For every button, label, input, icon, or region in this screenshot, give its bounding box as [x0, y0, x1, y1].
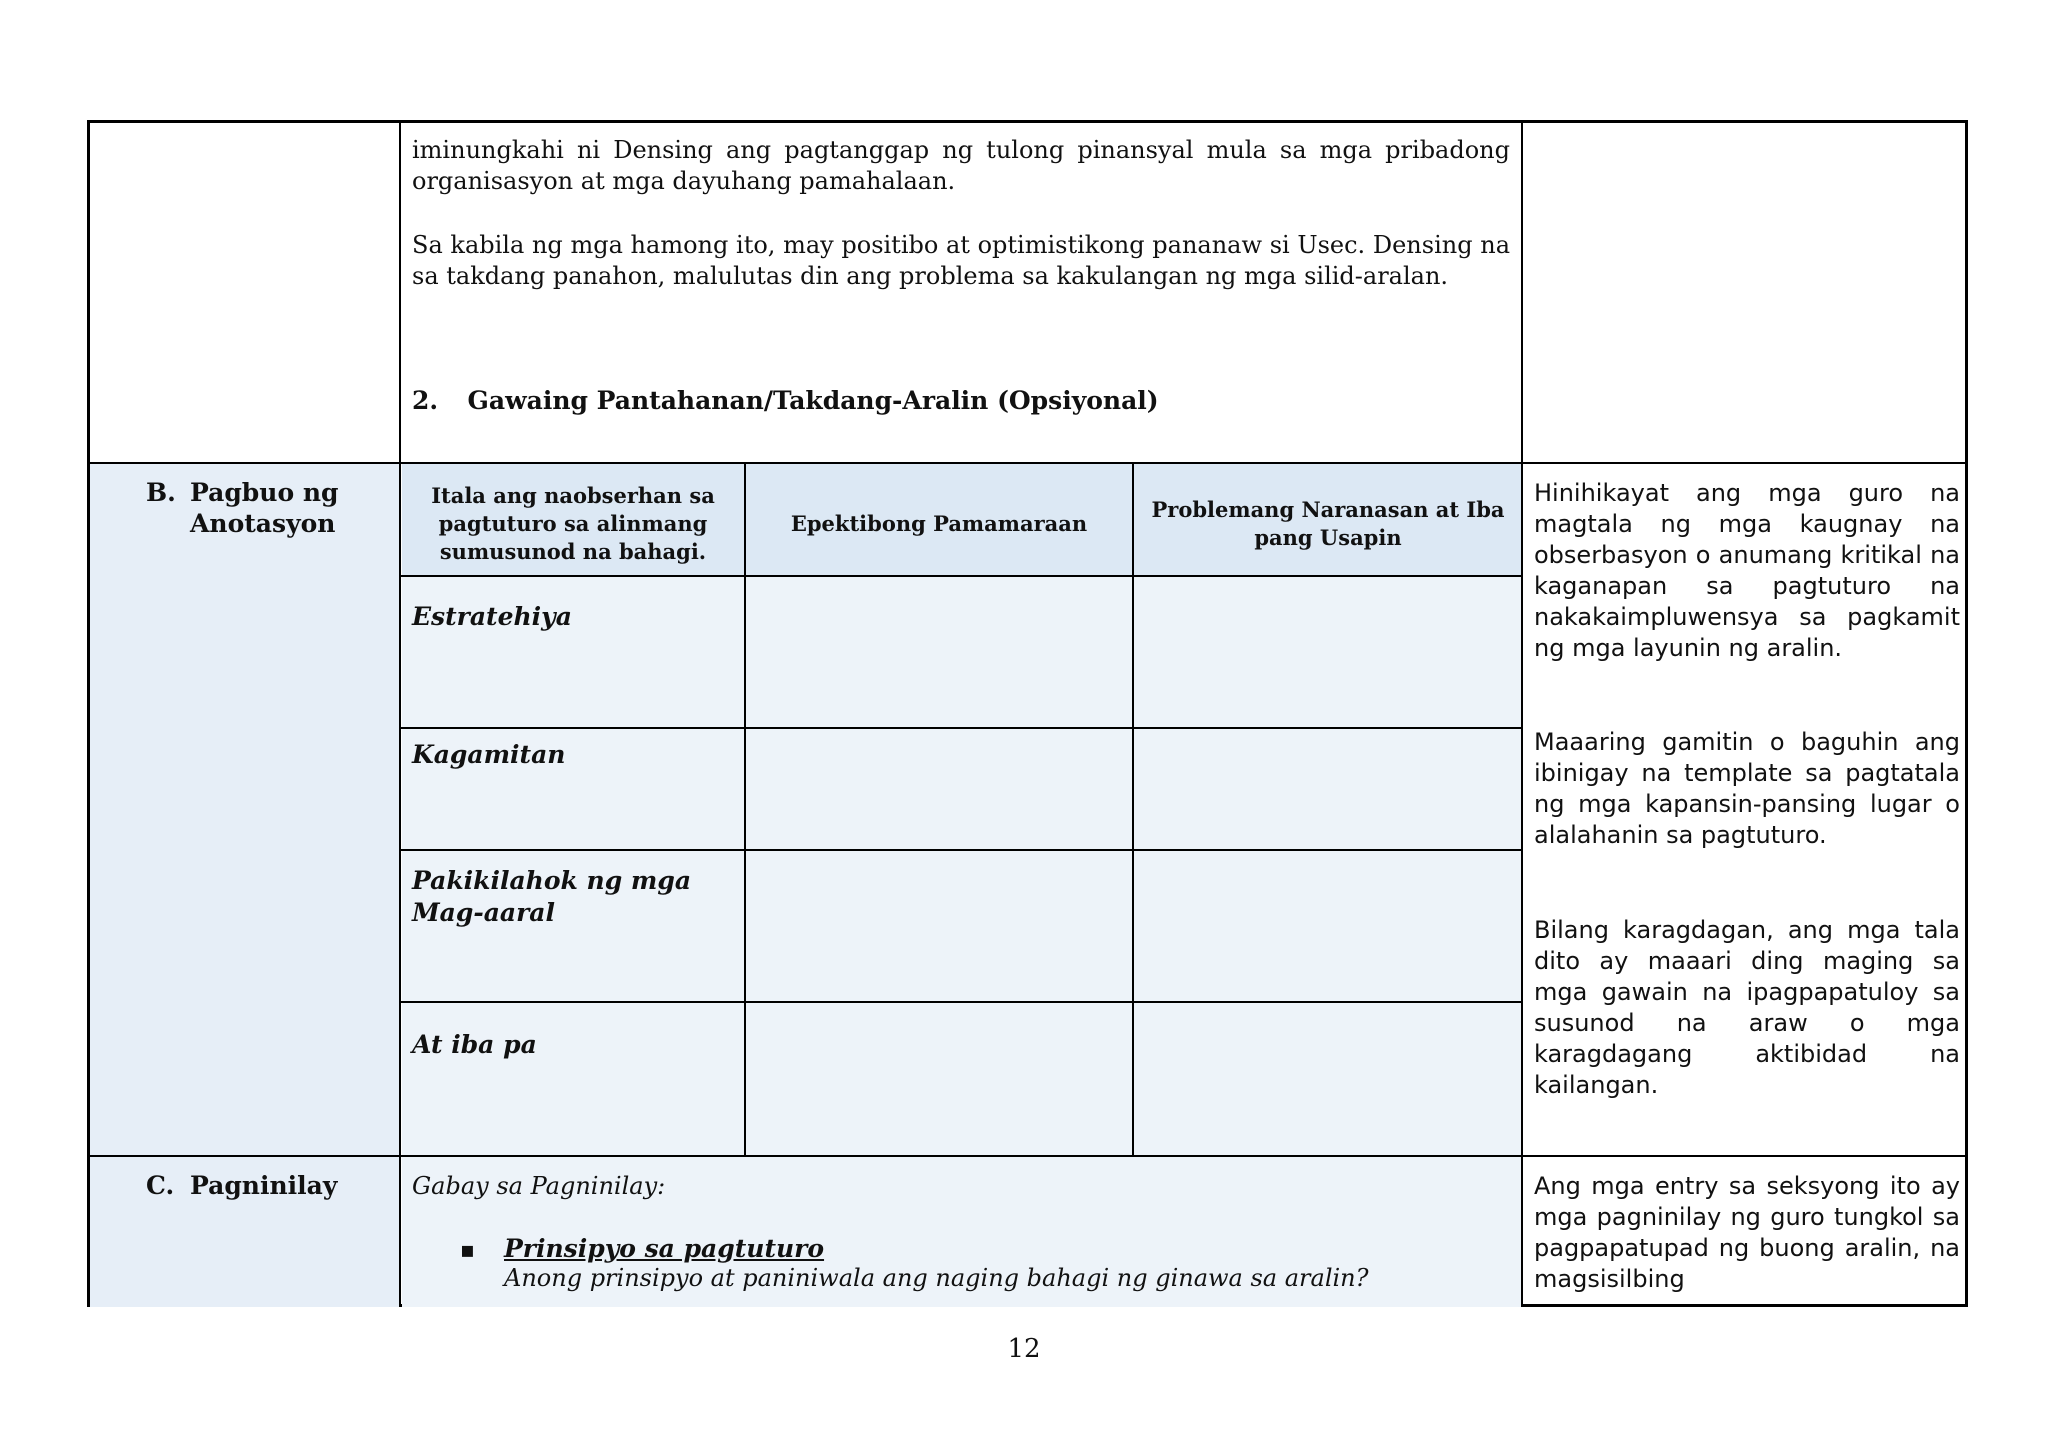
bullet-marker: ▪ [460, 1238, 475, 1263]
section-c-title-text: Pagninilay [190, 1171, 338, 1200]
page-number: 12 [1007, 1334, 1041, 1364]
row-label-kagamitan: Kagamitan [412, 740, 566, 769]
section-b-note-2: Maaaring gamitin o baguhin ang ibinigay na template sa pagtatala ng mga kapansin-pansing lugar o alalahanin sa pagtuturo. [1534, 728, 1960, 849]
section-c-note: Ang mga entry sa seksyong ito ay mga pagninilay ng guro tungkol sa pagpapatupad ng buong aralin, na magsisilbing [1534, 1172, 1960, 1293]
section-b-letter: B. [146, 478, 176, 507]
homework-heading [412, 385, 1510, 416]
reflection-guide-label: Gabay sa Pagninilay: [412, 1172, 666, 1200]
section-b-note-1: Hinihikayat ang mga guro na magtala ng mga kaugnay na obserbasyon o anumang kritikal na kaganapan sa pagtuturo na nakakaimpluwensya sa pagkamit ng mga layunin ng aralin. [1534, 479, 1960, 662]
homework-heading-text: Gawaing Pantahanan/Takdang-Aralin (Opsiyonal) [467, 386, 1159, 415]
section-c-letter: C. [146, 1171, 175, 1200]
header-problems-encountered: Problemang Naranasan at Iba pang Usapin [1151, 497, 1505, 550]
lesson-plan-table [87, 120, 1968, 1307]
section-b-label-cell [90, 464, 400, 1156]
section-b-title [146, 477, 396, 539]
principle-question: Anong prinsipyo at paniniwala ang naging bahagi ng ginawa sa aralin? [504, 1264, 1369, 1292]
header-observation: Itala ang naobserhan sa pagtuturo sa alinmang sumusunod na bahagi. [431, 483, 715, 564]
homework-heading-number: 2. [412, 386, 439, 415]
row-label-at-iba-pa: At iba pa [412, 1030, 537, 1059]
section-b-title-line1: Pagbuo ng [190, 478, 339, 507]
section-b-title-line2: Anotasyon [190, 509, 336, 538]
principle-title: Prinsipyo sa pagtuturo [504, 1234, 825, 1263]
principle-bullet [460, 1233, 1510, 1264]
section-c-title [146, 1170, 396, 1201]
header-effective-methods: Epektibong Pamamaraan [790, 511, 1088, 536]
row-label-pakikilahok: Pakikilahok ng mga Mag-aaral [412, 866, 692, 927]
section-b-note-3: Bilang karagdagan, ang mga tala dito ay maaari ding maging sa mga gawain na ipagpapatuloy sa susunod na araw o mga karagdagang aktibidad na kailangan. [1534, 916, 1960, 1099]
row-label-estratehiya: Estratehiya [412, 602, 572, 631]
top-paragraph-1: iminungkahi ni Densing ang pagtanggap ng tulong pinansyal mula sa mga pribadong organisasyon at mga dayuhang pamahalaan. [412, 136, 1510, 195]
top-paragraph-2: Sa kabila ng mga hamong ito, may positibo at optimistikong pananaw si Usec. Densing na sa takdang panahon, malulutas din ang problema sa kakulangan ng mga silid-aralan. [412, 231, 1510, 290]
